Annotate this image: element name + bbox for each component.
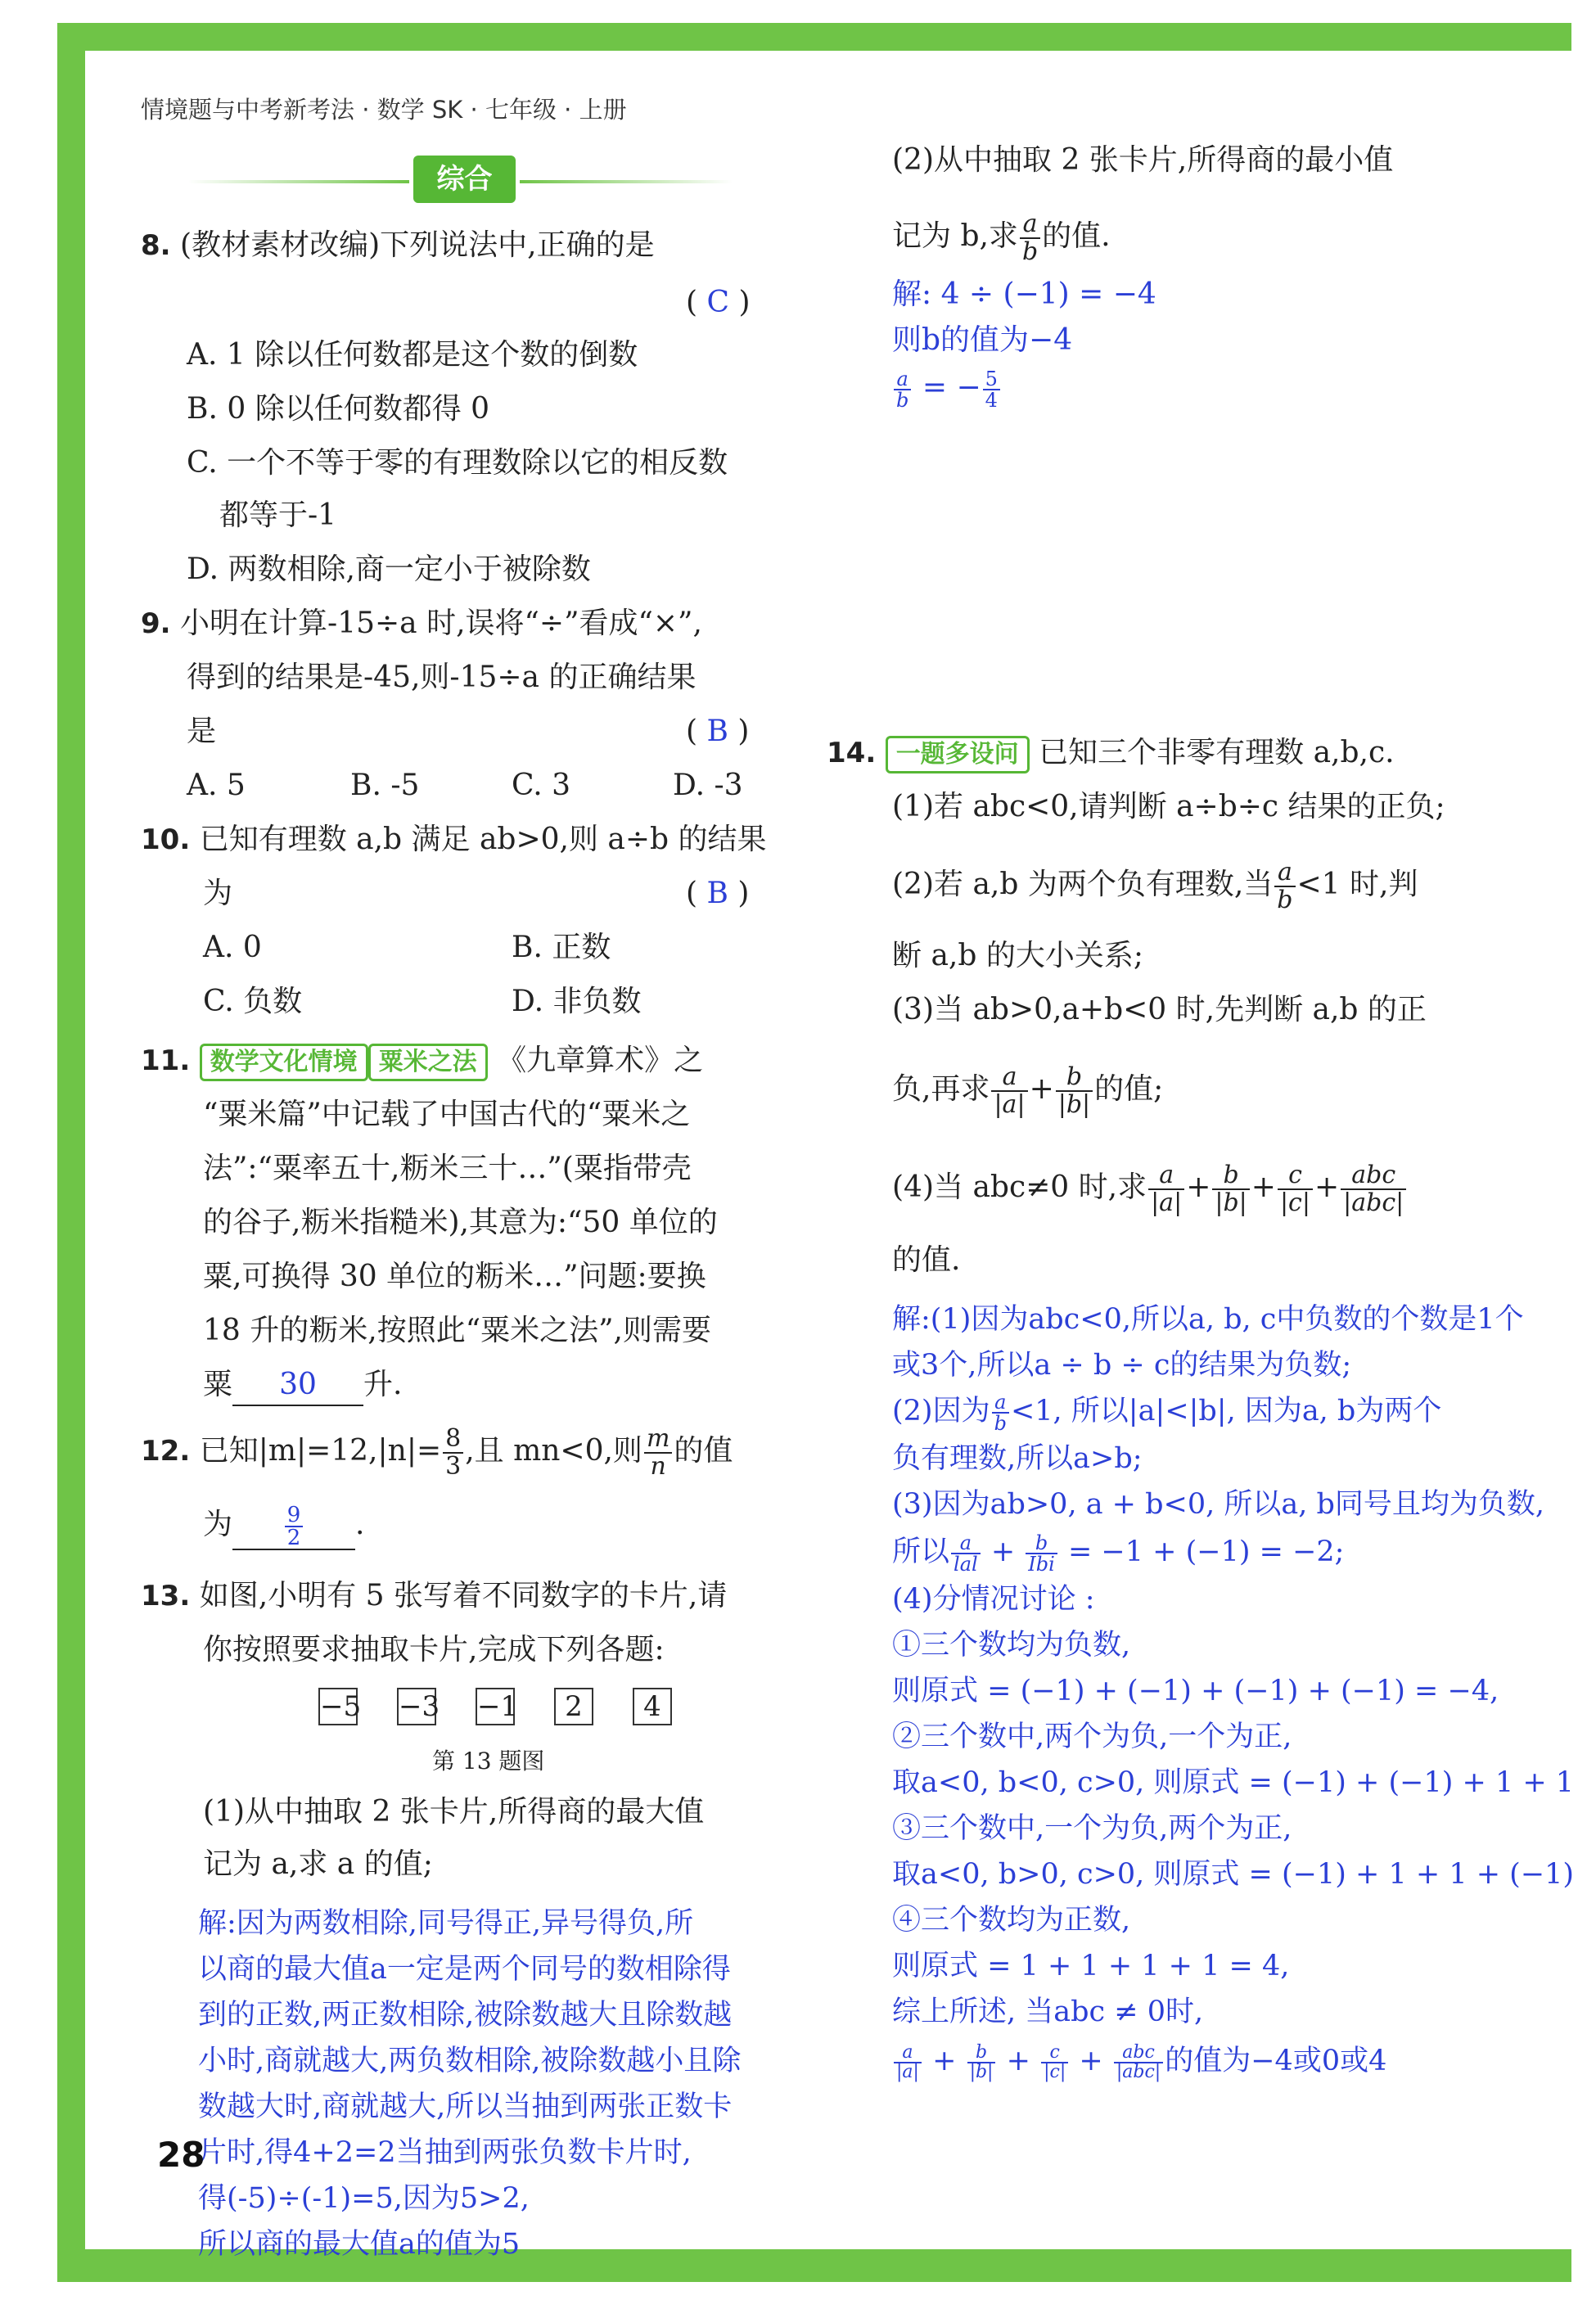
solution-line: 解:因为两数相除,同号得正,异号得负,所 [198, 1907, 694, 1940]
fraction [992, 1392, 1009, 1433]
fraction [1041, 2041, 1068, 2082]
question-text: 的值 [674, 1434, 733, 1468]
question-text: 是 [187, 715, 217, 748]
question-text [203, 1504, 364, 1550]
option-a: A. 1 除以任何数都是这个数的倒数 [187, 338, 638, 372]
answer-value: B [706, 877, 728, 910]
text: 的值; [1094, 1072, 1164, 1106]
question-text: 得到的结果是-45,则-15÷a 的正确结果 [187, 661, 697, 694]
sub-question-3: (3)当 ab>0,a+b<0 时,先判断 a,b 的正 [892, 993, 1427, 1026]
fraction [1020, 211, 1040, 265]
fraction [967, 2041, 996, 2082]
solution-line: 解: 4 ÷ (−1) = −4 [892, 277, 1156, 311]
fraction [1278, 1162, 1313, 1216]
number-card: −3 [397, 1688, 436, 1725]
question-text: 《九章算术》之 [497, 1044, 704, 1077]
text: 为 [203, 1508, 233, 1541]
text: + [1079, 2045, 1103, 2077]
fraction [1148, 1162, 1184, 1216]
answer-bracket: ( C ) [686, 286, 751, 319]
solution-line: (4)分情况讨论 : [892, 1583, 1095, 1616]
numerator: b [1056, 1064, 1093, 1092]
solution-line: ②三个数中,两个为负,一个为正, [892, 1720, 1292, 1753]
question-10 [141, 820, 767, 859]
question-12 [141, 1426, 733, 1480]
solution-line: ①三个数均为负数, [892, 1629, 1131, 1662]
option-c: C. 一个不等于零的有理数除以它的相反数 [187, 446, 728, 480]
option-d: D. 两数相除,商一定小于被除数 [187, 552, 591, 586]
text: 负,再求 [892, 1072, 990, 1106]
top-frame-bar [57, 23, 1571, 51]
question-8 [141, 226, 655, 265]
solution-line: 到的正数,两正数相除,被除数越大且除数越 [198, 1999, 733, 2032]
fraction [983, 369, 1000, 410]
numerator: a [1274, 859, 1295, 887]
denominator: |a| [896, 2061, 919, 2082]
denominator: |b| [1057, 1090, 1091, 1119]
sub-question-3-cont [892, 1064, 1163, 1118]
denominator: b [994, 1411, 1007, 1435]
question-text: 18 升的粝米,按照此“粟米之法”,则需要 [203, 1314, 711, 1347]
solution-line: 负有理数,所以a>b; [892, 1442, 1143, 1475]
question-text: 为 [203, 877, 233, 910]
answer-value: B [706, 715, 728, 748]
number-card: 4 [633, 1688, 672, 1725]
option-a: A. 5 [187, 769, 246, 802]
text: = [922, 371, 947, 404]
numerator: a [991, 1064, 1027, 1092]
solution-line: 则原式 = 1 + 1 + 1 + 1 = 4, [892, 1950, 1290, 1982]
question-9 [141, 604, 702, 643]
question-number: 12. [141, 1435, 191, 1468]
solution-line [892, 368, 1002, 410]
solution-line [892, 1391, 1441, 1433]
answer-fraction [285, 1504, 304, 1549]
solution-line [892, 1532, 1344, 1574]
page-number: 28 [157, 2135, 205, 2175]
context-tag: 粟米之法 [368, 1044, 488, 1081]
fraction [894, 369, 911, 410]
solution-line: ③三个数中,一个为负,两个为正, [892, 1812, 1292, 1845]
answer-bracket: ( B ) [686, 715, 750, 748]
sub-question-4-cont: 的值. [892, 1243, 961, 1277]
text: 的值为−4或0或4 [1165, 2045, 1387, 2077]
solution-line: 解:(1)因为abc<0,所以a, b, c中负数的个数是1个 [892, 1303, 1524, 1336]
context-tag: 一题多设问 [886, 736, 1030, 773]
numerator: abc [1114, 2044, 1163, 2063]
denominator: Ibi [1028, 1552, 1055, 1576]
numerator: a [894, 2044, 922, 2063]
question-text: 法”:“粟率五十,粝米三十…”(粟指带壳 [203, 1152, 692, 1185]
option-a: A. 0 [203, 931, 262, 964]
solution-line: 或3个,所以a ÷ b ÷ c的结果为负数; [892, 1349, 1352, 1382]
denominator: |b| [969, 2061, 994, 2082]
question-text: 已知|m|=12,|n|= [199, 1434, 442, 1468]
solution-line: 小时,商就越大,两负数相除,被除数越小且除 [198, 2045, 742, 2077]
denominator: b [1021, 237, 1039, 266]
question-number: 11. [141, 1044, 191, 1077]
question-text: “粟米篇”中记载了中国古代的“粟米之 [203, 1098, 691, 1131]
text: + [1251, 1170, 1276, 1204]
numerator: b [1026, 1533, 1057, 1554]
denominator: 2 [286, 1526, 301, 1550]
denominator: 3 [445, 1452, 462, 1481]
answer-bracket: ( B ) [686, 877, 750, 910]
text: (2)若 a,b 为两个负有理数,当 [892, 868, 1274, 901]
sub-question-2-cont: 断 a,b 的大小关系; [892, 939, 1143, 972]
question-11 [141, 1041, 703, 1081]
text: 所以 [892, 1536, 950, 1568]
text: + [990, 1536, 1016, 1568]
sub-question-2-cont [892, 211, 1111, 265]
fraction [894, 2041, 922, 2082]
sub-question-2: (2)从中抽取 2 张卡片,所得商的最小值 [892, 143, 1394, 177]
text: = −1 + (−1) = −2; [1067, 1536, 1345, 1568]
option-d: D. 非负数 [512, 985, 642, 1018]
question-number: 14. [827, 737, 877, 769]
option-c: C. 3 [512, 769, 571, 802]
fraction [951, 1533, 981, 1574]
fraction [1341, 1162, 1406, 1216]
section-divider-left [188, 180, 409, 183]
numerator: abc [1341, 1162, 1406, 1190]
text: + [1314, 1170, 1340, 1204]
text: 升. [363, 1368, 403, 1401]
question-number: 9. [141, 607, 171, 640]
sub-question-1: (1)若 abc<0,请判断 a÷b÷c 结果的正负; [892, 790, 1445, 823]
option-c-cont: 都等于-1 [219, 498, 337, 532]
question-text [203, 1365, 402, 1406]
fraction [1212, 1162, 1249, 1216]
option-c: C. 负数 [203, 985, 303, 1018]
solution-line: 以商的最大值a一定是两个同号的数相除得 [198, 1953, 731, 1986]
option-b: B. -5 [350, 769, 420, 802]
numerator: m [644, 1426, 672, 1454]
denominator: lal [954, 1552, 978, 1576]
sub-question-2 [892, 859, 1418, 913]
answer-value: C [706, 286, 730, 319]
question-13 [141, 1576, 727, 1616]
text: <1 时,判 [1296, 868, 1418, 901]
text: (2)因为 [892, 1395, 990, 1427]
numerator: c [1278, 1162, 1313, 1190]
numerator: c [1041, 2044, 1068, 2063]
fraction [1056, 1064, 1093, 1118]
answer-blank: 30 [232, 1365, 363, 1406]
text: <1, 所以|a|<|b|, 因为a, b为两个 [1010, 1395, 1442, 1427]
fraction [1026, 1533, 1057, 1574]
denominator: |c| [1044, 2061, 1066, 2082]
section-title-badge: 综合 [413, 156, 516, 203]
fraction [991, 1064, 1027, 1118]
denominator: |a| [1151, 1188, 1183, 1217]
question-text: 的谷子,粝米指糙米),其意为:“50 单位的 [203, 1206, 718, 1239]
numerator: a [1020, 211, 1040, 239]
numerator: a [951, 1533, 981, 1554]
page-header: 情境题与中考新考法 · 数学 SK · 七年级 · 上册 [141, 96, 627, 124]
denominator: |abc| [1116, 2061, 1161, 2082]
text: 的值. [1042, 219, 1111, 253]
solution-line: ④三个数均为正数, [892, 1904, 1131, 1937]
text: + [1006, 2045, 1030, 2077]
numerator: b [1212, 1162, 1249, 1190]
sub-question-1-cont: 记为 a,求 a 的值; [203, 1847, 433, 1881]
number-card: −1 [476, 1688, 515, 1725]
question-14 [827, 733, 1395, 773]
numerator: 5 [983, 369, 1000, 390]
solution-line: 得(-5)÷(-1)=5,因为5>2, [198, 2182, 530, 2215]
sub-question-4 [892, 1162, 1408, 1216]
sub-question-1: (1)从中抽取 2 张卡片,所得商的最大值 [203, 1795, 705, 1829]
solution-line: 综上所述, 当abc ≠ 0时, [892, 1996, 1204, 2028]
solution-line: 片时,得4+2=2当抽到两张负数卡片时, [198, 2136, 692, 2169]
denominator: |abc| [1343, 1188, 1404, 1217]
denominator: 4 [985, 389, 998, 412]
denominator: b [1277, 886, 1293, 914]
numerator: 9 [285, 1504, 304, 1527]
solution-line: 则b的值为−4 [892, 323, 1073, 357]
question-text: 你按照要求抽取卡片,完成下列各题: [203, 1633, 665, 1666]
solution-line: 取a<0, b>0, c>0, 则原式 = (−1) + 1 + 1 + (−1) [892, 1858, 1575, 1891]
denominator: b [896, 389, 909, 412]
numerator: a [894, 369, 911, 390]
text: . [355, 1508, 365, 1541]
denominator: |a| [994, 1090, 1026, 1119]
fraction [644, 1426, 672, 1480]
number-card: −5 [318, 1688, 358, 1725]
question-number: 10. [141, 823, 191, 856]
text: 记为 b,求 [892, 219, 1018, 253]
numerator: 8 [443, 1426, 463, 1454]
text: (4)当 abc≠0 时,求 [892, 1170, 1147, 1204]
question-text: ,且 mn<0,则 [465, 1434, 642, 1468]
numerator: b [967, 2044, 996, 2063]
question-text: 粟,可换得 30 单位的粝米…”问题:要换 [203, 1260, 706, 1293]
solution-line: 则原式 = (−1) + (−1) + (−1) + (−1) = −4, [892, 1675, 1499, 1707]
solution-line: (3)因为ab>0, a + b<0, 所以a, b同号且均为负数, [892, 1488, 1545, 1521]
text: − [956, 371, 981, 404]
text: + [932, 2045, 957, 2077]
denominator: |c| [1279, 1188, 1310, 1217]
numerator: a [1148, 1162, 1184, 1190]
fraction [1114, 2041, 1163, 2082]
answer-blank [232, 1504, 355, 1550]
denominator: |b| [1215, 1188, 1247, 1217]
denominator: n [650, 1452, 666, 1481]
question-number: 8. [141, 229, 171, 262]
solution-line: 数越大时,商就越大,所以当抽到两张正数卡 [198, 2090, 733, 2123]
fraction [443, 1426, 463, 1480]
solution-line: 取a<0, b<0, c>0, 则原式 = (−1) + (−1) + 1 + 1 [892, 1766, 1575, 1799]
question-text: 小明在计算-15÷a 时,误将“÷”看成“×”, [180, 607, 702, 640]
question-text: (教材素材改编)下列说法中,正确的是 [180, 228, 655, 262]
option-b: B. 正数 [512, 931, 611, 964]
fraction [1274, 859, 1295, 913]
question-text: 已知三个非零有理数 a,b,c. [1039, 736, 1395, 769]
text: 粟 [203, 1368, 233, 1401]
question-text: 如图,小明有 5 张写着不同数字的卡片,请 [199, 1579, 728, 1612]
option-d: D. -3 [673, 769, 743, 802]
question-number: 13. [141, 1580, 191, 1612]
question-text: 已知有理数 a,b 满足 ab>0,则 a÷b 的结果 [199, 823, 767, 856]
numerator: a [992, 1392, 1009, 1414]
option-b: B. 0 除以任何数都得 0 [187, 392, 490, 426]
text: + [1186, 1170, 1211, 1204]
section-divider-right [520, 180, 733, 183]
left-frame-bar [57, 23, 85, 2282]
text: + [1029, 1072, 1054, 1106]
context-tag: 数学文化情境 [200, 1044, 368, 1081]
solution-line: 所以商的最大值a的值为5 [198, 2228, 521, 2261]
solution-line [892, 2041, 1386, 2081]
number-card: 2 [554, 1688, 593, 1725]
figure-caption: 第 13 题图 [432, 1748, 545, 1775]
